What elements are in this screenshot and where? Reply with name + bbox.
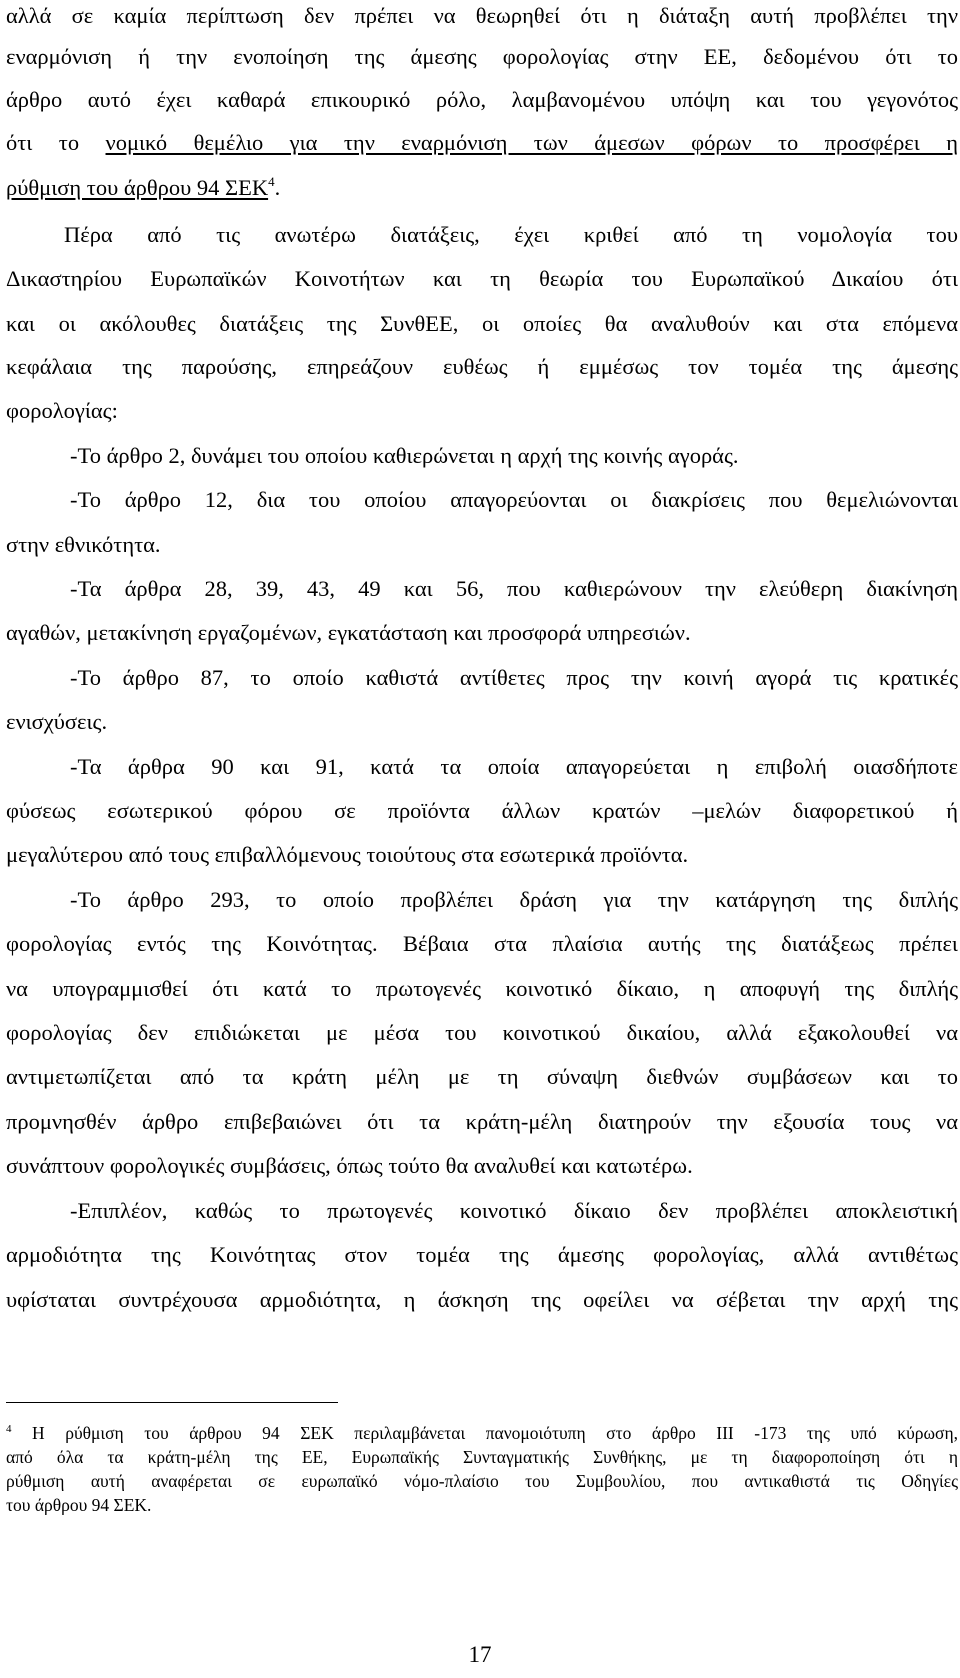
- footnote-line: ρύθμιση αυτή αναφέρεται σε ευρωπαϊκό νόμο-πλαίσιο του Συμβουλίου, που αντικαθιστά τις Οδηγίες: [6, 1471, 958, 1491]
- paragraph-line: κεφάλαια της παρούσης, επηρεάζουν ευθέως ή εμμέσως τον τομέα της άμεσης: [6, 354, 958, 379]
- paragraph-line: αντιμετωπίζεται από τα κράτη μέλη με τη σύναψη διεθνών συμβάσεων και το: [6, 1064, 958, 1089]
- paragraph-line: και οι ακόλουθες διατάξεις της ΣυνθΕΕ, οι οποίες θα αναλυθούν και στα επόμενα: [6, 311, 958, 336]
- paragraph-line: φορολογίας εντός της Κοινότητας. Βέβαια στα πλαίσια αυτής της διατάξεως πρέπει: [6, 931, 958, 956]
- footnote-line: [6, 1422, 958, 1444]
- footnote-marker: 4: [6, 1423, 12, 1435]
- footnote-separator: [6, 1402, 338, 1403]
- list-item: -Το άρθρο 87, το οποίο καθιστά αντίθετες προς την κοινή αγορά τις κρατικές: [70, 665, 958, 690]
- paragraph-line: [6, 173, 958, 203]
- paragraph-line: στην εθνικότητα.: [6, 532, 161, 557]
- footnote-reference: 4: [268, 174, 275, 189]
- list-item: -Τα άρθρα 90 και 91, κατά τα οποία απαγορεύεται η επιβολή οιασδήποτε: [70, 754, 958, 779]
- paragraph-line: συνάπτουν φορολογικές συμβάσεις, όπως τούτο θα αναλυθεί και κατωτέρω.: [6, 1153, 693, 1178]
- paragraph-line: προμνησθέν άρθρο επιβεβαιώνει ότι τα κράτη-μέλη διατηρούν την εξουσία τους να: [6, 1109, 958, 1134]
- footnote-text: Η ρύθμιση του άρθρου 94 ΣΕΚ περιλαμβάνεται πανομοιότυπη στο άρθρο ΙΙΙ -173 της υπό κύρωση,: [32, 1423, 959, 1443]
- paragraph-line: Πέρα από τις ανωτέρω διατάξεις, έχει κριθεί από τη νομολογία του: [64, 222, 958, 247]
- footnote-line: από όλα τα κράτη-μέλη της ΕΕ, Ευρωπαϊκής Συνταγματικής Συνθήκης, με τη διαφοροποίηση ότι η: [6, 1447, 958, 1467]
- paragraph-line: φορολογίας:: [6, 398, 118, 423]
- paragraph-line: [6, 128, 958, 158]
- paragraph-line: εναρμόνιση ή την ενοποίηση της άμεσης φορολογίας στην ΕΕ, δεδομένου ότι το: [6, 44, 958, 69]
- paragraph-line: αγαθών, μετακίνηση εργαζομένων, εγκατάσταση και προσφορά υπηρεσιών.: [6, 620, 691, 645]
- paragraph-line: φορολογίας δεν επιδιώκεται με μέσα του κοινοτικού δικαίου, αλλά εξακολουθεί να: [6, 1020, 958, 1045]
- text-run: ότι το: [6, 130, 80, 155]
- paragraph-line: αλλά σε καμία περίπτωση δεν πρέπει να θεωρηθεί ότι η διάταξη αυτή προβλέπει την: [6, 3, 958, 28]
- text-run: .: [274, 175, 281, 200]
- paragraph-line: μεγαλύτερου από τους επιβαλλόμενους τοιούτους στα εσωτερικά προϊόντα.: [6, 842, 689, 867]
- paragraph-line: να υπογραμμισθεί ότι κατά το πρωτογενές κοινοτικό δίκαιο, η αποφυγή της διπλής: [6, 976, 958, 1001]
- list-item: -Τα άρθρα 28, 39, 43, 49 και 56, που καθιερώνουν την ελεύθερη διακίνηση: [70, 576, 958, 601]
- paragraph-line: Δικαστηρίου Ευρωπαϊκών Κοινοτήτων και τη θεωρία του Ευρωπαϊκού Δικαίου ότι: [6, 266, 958, 291]
- paragraph-line: άρθρο αυτό έχει καθαρά επικουρικό ρόλο, λαμβανομένου υπόψη και του γεγονότος: [6, 87, 958, 112]
- paragraph-line: υφίσταται συντρέχουσα αρμοδιότητα, η άσκηση της οφείλει να σέβεται την αρχή της: [6, 1287, 958, 1312]
- list-item: -Επιπλέον, καθώς το πρωτογενές κοινοτικό δίκαιο δεν προβλέπει αποκλειστική: [70, 1198, 958, 1223]
- paragraph-line: φύσεως εσωτερικού φόρου σε προϊόντα άλλων κρατών –μελών διαφορετικού ή: [6, 798, 958, 823]
- paragraph-line: ενισχύσεις.: [6, 709, 108, 734]
- list-item: -Το άρθρο 293, το οποίο προβλέπει δράση για την κατάργηση της διπλής: [70, 887, 958, 912]
- footnote-line: του άρθρου 94 ΣΕΚ.: [6, 1495, 152, 1515]
- list-item: -Το άρθρο 12, δια του οποίου απαγορεύονται οι διακρίσεις που θεμελιώνονται: [70, 487, 958, 512]
- underlined-text: ρύθμιση του άρθρου 94 ΣΕΚ: [6, 175, 269, 200]
- page-number: 17: [468, 1642, 492, 1667]
- underlined-text: νομικό θεμέλιο για την εναρμόνιση των άμεσων φόρων το προσφέρει η: [105, 130, 959, 155]
- paragraph-line: αρμοδιότητα της Κοινότητας στον τομέα της άμεσης φορολογίας, αλλά αντιθέτως: [6, 1242, 958, 1267]
- list-item: -Το άρθρο 2, δυνάμει του οποίου καθιερώνεται η αρχή της κοινής αγοράς.: [70, 443, 739, 468]
